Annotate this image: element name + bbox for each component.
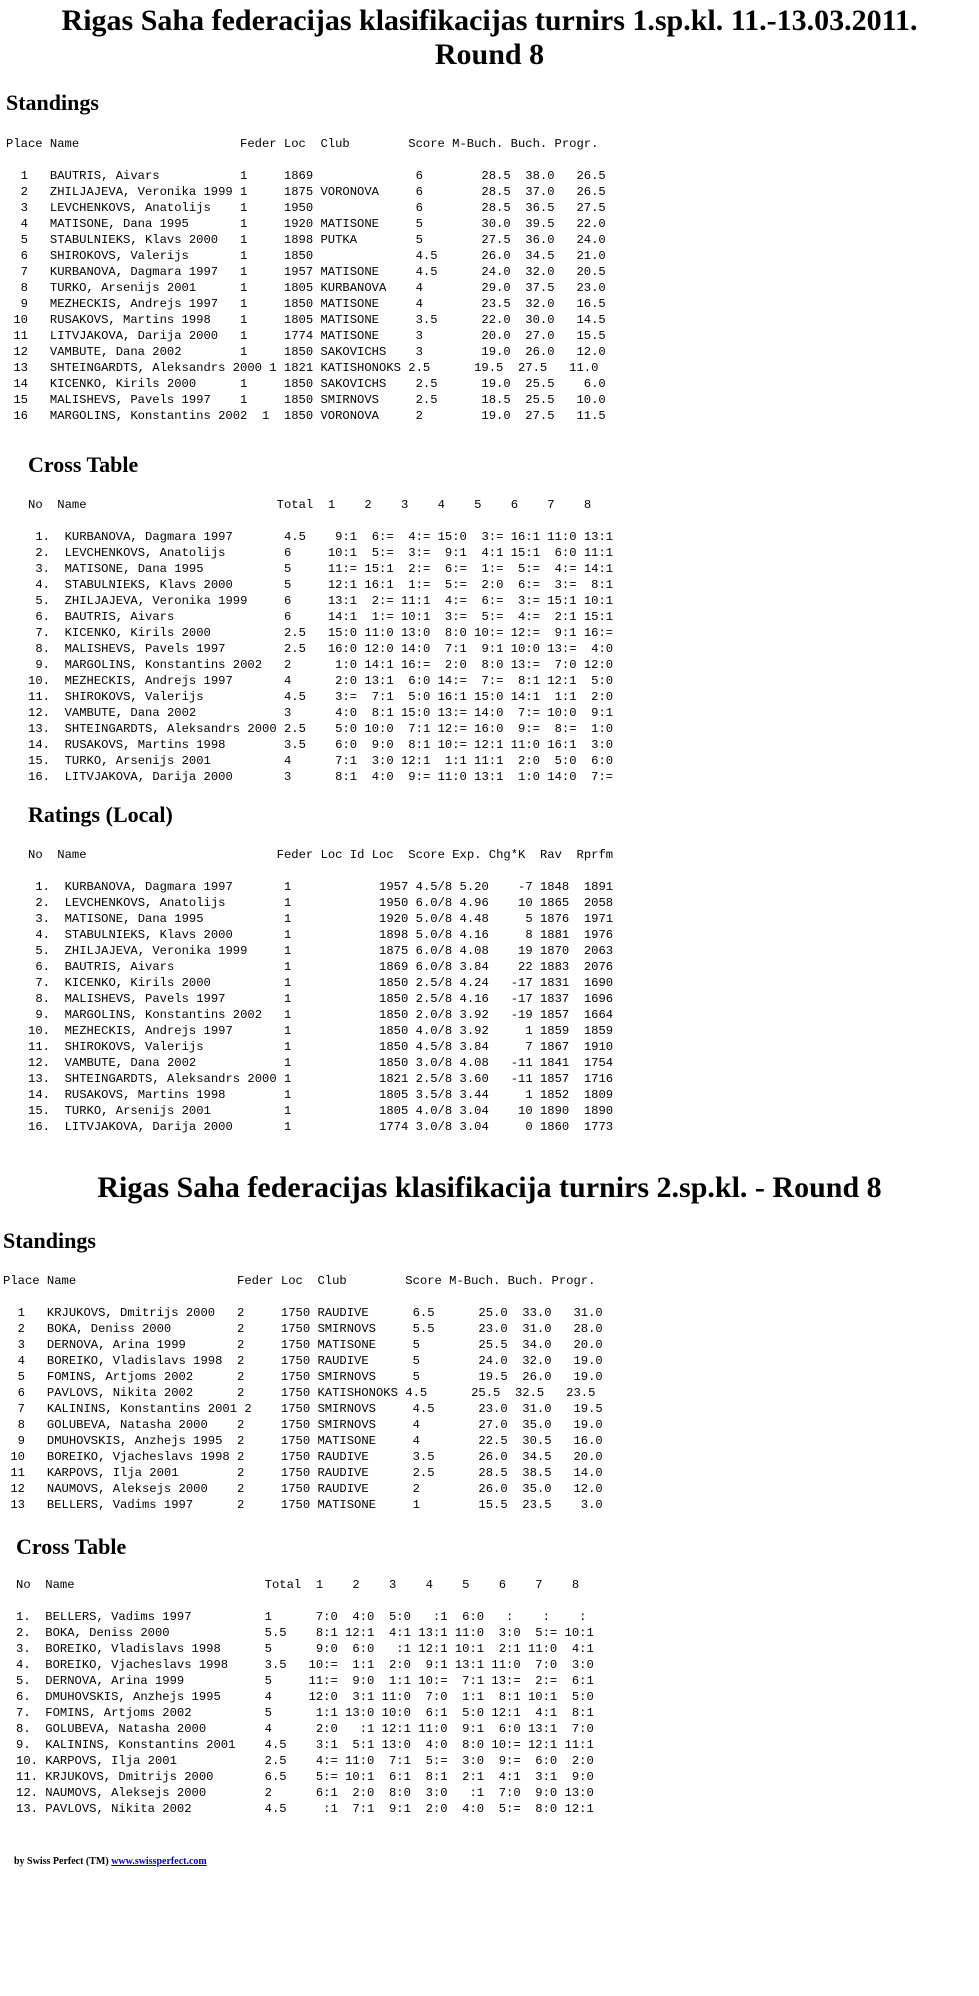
tournament1-title-line1: Rigas Saha federacijas klasifikacijas turnirs 1.sp.kl. 11.-13.03.2011. (61, 4, 918, 37)
cross-table-heading-1: Cross Table (28, 452, 139, 477)
cross-table-1: No Name Total 1 2 3 4 5 6 7 8 1. KURBANOVA, Dagmara 1997 4.5 9:1 6:= 4:= 15:0 3:= 16:1 11:0 13:1 2. LEVCHENKOVS, Anatolijs 6 10:1 5:= 3:= 9:1 4:1 15:1 6:0 11:1 3. MATISONE, Dana 1995 5 11:= 15:1 2:= 6:= 1:= 5:= 4:= 14:1 4. STABULNIEKS, Klavs 2000 5 12:1 16:1 1:= 5:= 2:0 6:= 3:= 8:1 5. ZHILJAJEVA, Veronika 1999 6 13:1 2:= 11:1 4:= 6:= 3:= 15:1 10:1 6. BAUTRIS, Aivars 6 14:1 1:= 10:1 3:= 5:= 4:= 2:1 15:1 7. KICENKO, Kirils 2000 2.5 15:0 11:0 13:0 8:0 10:= 12:= 9:1 16:= 8. MALISHEVS, Pavels 1997 2.5 16:0 12:0 14:0 7:1 9:1 10:0 13:= 4:0 9. MARGOLINS, Konstantins 2002 2 1:0 14:1 16:= 2:0 8:0 13:= 7:0 12:0 10. MEZHECKIS, Andrejs 1997 4 2:0 13:1 6:0 14:= 7:= 8:1 12:1 5:0 11. SHIROKOVS, Valerijs 4.5 3:= 7:1 5:0 16:1 15:0 14:1 1:1 2:0 12. VAMBUTE, Dana 2002 3 4:0 8:1 15:0 13:= 14:0 7:= 10:0 9:1 13. SHTEINGARDTS, Aleksandrs 2000 2.5 5:0 10:0 7:1 12:= 16:0 9:= 8:= 1:0 14. RUSAKOVS, Martins 1998 3.5 6:0 9:0 8:1 10:= 12:1 11:0 16:1 3:0 15. TURKO, Arsenijs 2001 4 7:1 3:0 12:1 1:1 11:1 2:0 5:0 6:0 16. LITVJAKOVA, Darija 2000 3 8:1 4:0 9:= 11:0 13:1 1:0 14:0 7:= (28, 498, 614, 784)
ratings-table: No Name Feder Loc Id Loc Score Exp. Chg*K Rav Rprfm 1. KURBANOVA, Dagmara 1997 1 1957 4.5/8 5.20 -7 1848 1891 2. LEVCHENKOVS, Anatolijs 1 1950 6.0/8 4.96 10 1865 2058 3. MATISONE, Dana 1995 1 1920 5.0/8 4.48 5 1876 1971 4. STABULNIEKS, Klavs 2000 1 1898 5.0/8 4.16 8 1881 1976 5. ZHILJAJEVA, Veronika 1999 1 1875 6.0/8 4.08 19 1870 2063 6. BAUTRIS, Aivars 1 1869 6.0/8 3.84 22 1883 2076 7. KICENKO, Kirils 2000 1 1850 2.5/8 4.24 -17 1831 1690 8. MALISHEVS, Pavels 1997 1 1850 2.5/8 4.16 -17 1837 1696 9. MARGOLINS, Konstantins 2002 1 1850 2.0/8 3.92 -19 1857 1664 10. MEZHECKIS, Andrejs 1997 1 1850 4.0/8 3.92 1 1859 1859 11. SHIROKOVS, Valerijs 1 1850 4.5/8 3.84 7 1867 1910 12. VAMBUTE, Dana 2002 1 1850 3.0/8 4.08 -11 1841 1754 13. SHTEINGARDTS, Aleksandrs 2000 1 1821 2.5/8 3.60 -11 1857 1716 14. RUSAKOVS, Martins 1998 1 1805 3.5/8 3.44 1 1852 1809 15. TURKO, Arsenijs 2001 1 1805 4.0/8 3.04 10 1890 1890 16. LITVJAKOVA, Darija 2000 1 1774 3.0/8 3.04 0 1860 1773 (28, 848, 614, 1134)
tournament2-title: Rigas Saha federacijas klasifikacija turnirs 2.sp.kl. - Round 8 (97, 1171, 882, 1204)
swissperfect-link[interactable]: www.swissperfect.com (111, 1856, 207, 1867)
standings-heading-2: Standings (3, 1228, 96, 1253)
footer-credit: by Swiss Perfect (TM) (14, 1856, 112, 1867)
standings-table-2: Place Name Feder Loc Club Score M-Buch. Buch. Progr. 1 KRJUKOVS, Dmitrijs 2000 2 1750 RAUDIVE 6.5 25.0 33.0 31.0 2 BOKA, Deniss 2000 2 1750 SMIRNOVS 5.5 23.0 31.0 28.0 3 DERNOVA, Arina 1999 2 1750 MATISONE 5 25.5 34.0 20.0 4 BOREIKO, Vladislavs 1998 2 1750 RAUDIVE 5 24.0 32.0 19.0 5 FOMINS, Artjoms 2002 2 1750 SMIRNOVS 5 19.5 26.0 19.0 6 PAVLOVS, Nikita 2002 2 1750 KATISHONOKS 4.5 25.5 32.5 23.5 7 KALININS, Konstantins 2001 2 1750 SMIRNOVS 4.5 23.0 31.0 19.5 8 GOLUBEVA, Natasha 2000 2 1750 SMIRNOVS 4 27.0 35.0 19.0 9 DMUHOVSKIS, Anzhejs 1995 2 1750 MATISONE 4 22.5 30.5 16.0 10 BOREIKO, Vjacheslavs 1998 2 1750 RAUDIVE 3.5 26.0 34.5 20.0 11 KARPOVS, Ilja 2001 2 1750 RAUDIVE 2.5 28.5 38.5 14.0 12 NAUMOVS, Aleksejs 2000 2 1750 RAUDIVE 2 26.0 35.0 12.0 13 BELLERS, Vadims 1997 2 1750 MATISONE 1 15.5 23.5 3.0 (3, 1274, 603, 1512)
ratings-heading: Ratings (Local) (28, 802, 173, 827)
footer (14, 1856, 207, 1867)
tournament1-title (0, 4, 979, 72)
standings-table-1: Place Name Feder Loc Club Score M-Buch. Buch. Progr. 1 BAUTRIS, Aivars 1 1869 6 28.5 38.0 26.5 2 ZHILJAJEVA, Veronika 1999 1 1875 VORONOVA 6 28.5 37.0 26.5 3 LEVCHENKOVS, Anatolijs 1 1950 6 28.5 36.5 27.5 4 MATISONE, Dana 1995 1 1920 MATISONE 5 30.0 39.5 22.0 5 STABULNIEKS, Klavs 2000 1 1898 PUTKA 5 27.5 36.0 24.0 6 SHIROKOVS, Valerijs 1 1850 4.5 26.0 34.5 21.0 7 KURBANOVA, Dagmara 1997 1 1957 MATISONE 4.5 24.0 32.0 20.5 8 TURKO, Arsenijs 2001 1 1805 KURBANOVA 4 29.0 37.5 23.0 9 MEZHECKIS, Andrejs 1997 1 1850 MATISONE 4 23.5 32.0 16.5 10 RUSAKOVS, Martins 1998 1 1805 MATISONE 3.5 22.0 30.0 14.5 11 LITVJAKOVA, Darija 2000 1 1774 MATISONE 3 20.0 27.0 15.5 12 VAMBUTE, Dana 2002 1 1850 SAKOVICHS 3 19.0 26.0 12.0 13 SHTEINGARDTS, Aleksandrs 2000 1 1821 KATISHONOKS 2.5 19.5 27.5 11.0 14 KICENKO, Kirils 2000 1 1850 SAKOVICHS 2.5 19.0 25.5 6.0 15 MALISHEVS, Pavels 1997 1 1850 SMIRNOVS 2.5 18.5 25.5 10.0 16 MARGOLINS, Konstantins 2002 1 1850 VORONOVA 2 19.0 27.5 11.5 (6, 137, 606, 423)
standings-heading-1: Standings (6, 90, 99, 115)
tournament1-title-line2: Round 8 (434, 38, 545, 71)
cross-table-heading-2: Cross Table (16, 1534, 127, 1559)
cross-table-2: No Name Total 1 2 3 4 5 6 7 8 1. BELLERS, Vadims 1997 1 7:0 4:0 5:0 :1 6:0 : : : 2. BOKA, Deniss 2000 5.5 8:1 12:1 4:1 13:1 11:0 3:0 5:= 10:1 3. BOREIKO, Vladislavs 1998 5 9:0 6:0 :1 12:1 10:1 2:1 11:0 4:1 4. BOREIKO, Vjacheslavs 1998 3.5 10:= 1:1 2:0 9:1 13:1 11:0 7:0 3:0 5. DERNOVA, Arina 1999 5 11:= 9:0 1:1 10:= 7:1 13:= 2:= 6:1 6. DMUHOVSKIS, Anzhejs 1995 4 12:0 3:1 11:0 7:0 1:1 8:1 10:1 5:0 7. FOMINS, Artjoms 2002 5 1:1 13:0 10:0 6:1 5:0 12:1 4:1 8:1 8. GOLUBEVA, Natasha 2000 4 2:0 :1 12:1 11:0 9:1 6:0 13:1 7:0 9. KALININS, Konstantins 2001 4.5 3:1 5:1 13:0 4:0 8:0 10:= 12:1 11:1 10. KARPOVS, Ilja 2001 2.5 4:= 11:0 7:1 5:= 3:0 9:= 6:0 2:0 11. KRJUKOVS, Dmitrijs 2000 6.5 5:= 10:1 6:1 8:1 2:1 4:1 3:1 9:0 12. NAUMOVS, Aleksejs 2000 2 6:1 2:0 8:0 3:0 :1 7:0 9:0 13:0 13. PAVLOVS, Nikita 2002 4.5 :1 7:1 9:1 2:0 4:0 5:= 8:0 12:1 (16, 1578, 594, 1816)
